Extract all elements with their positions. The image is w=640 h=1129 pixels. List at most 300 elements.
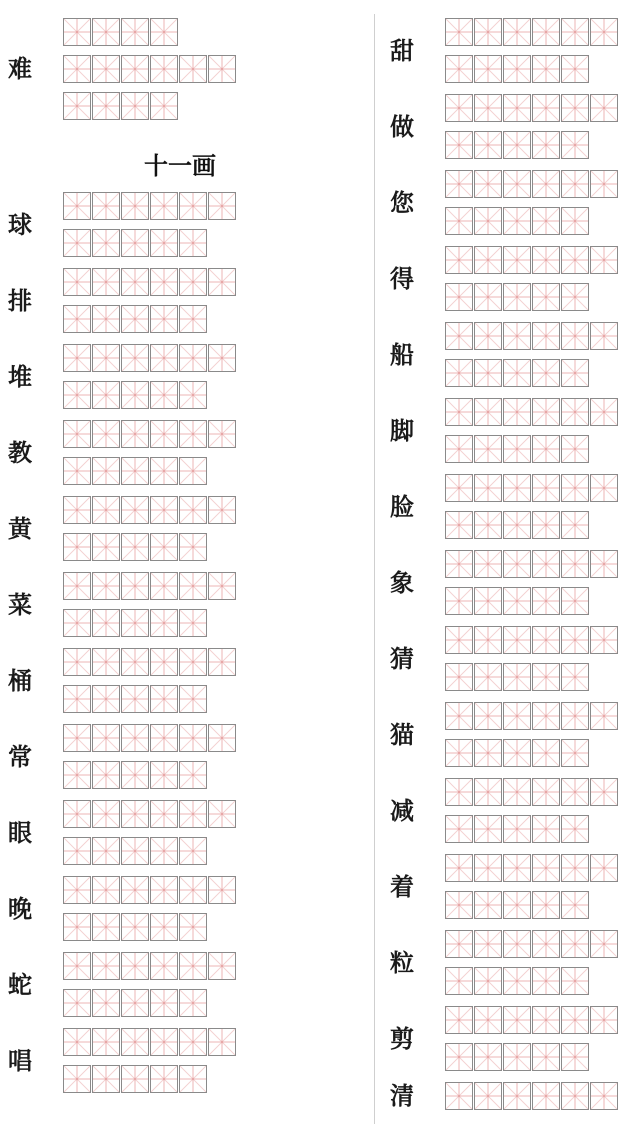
stroke-cell (445, 170, 473, 198)
stroke-cell (208, 724, 236, 752)
column-divider (374, 14, 375, 1124)
stroke-cell (63, 92, 91, 120)
stroke-cell (179, 55, 207, 83)
stroke-cell (150, 55, 178, 83)
stroke-row (445, 891, 589, 919)
stroke-cell (532, 283, 560, 311)
stroke-cell (561, 1006, 589, 1034)
practice-character: 着 (390, 871, 414, 901)
practice-character: 蛇 (8, 969, 32, 999)
practice-character: 粒 (390, 947, 414, 977)
stroke-cell (532, 1043, 560, 1071)
stroke-cell (92, 913, 120, 941)
stroke-row (63, 724, 236, 752)
stroke-cell (503, 1006, 531, 1034)
stroke-cell (208, 344, 236, 372)
stroke-row (63, 1028, 236, 1056)
stroke-cell (150, 572, 178, 600)
stroke-cell (150, 533, 178, 561)
stroke-cell (445, 550, 473, 578)
stroke-cell (474, 1082, 502, 1110)
stroke-cell (150, 192, 178, 220)
stroke-cell (121, 381, 149, 409)
stroke-cell (445, 626, 473, 654)
stroke-cell (474, 474, 502, 502)
stroke-cell (121, 533, 149, 561)
stroke-row (445, 322, 618, 350)
stroke-row (63, 55, 236, 83)
stroke-cell (92, 268, 120, 296)
stroke-cell (503, 207, 531, 235)
stroke-row (445, 854, 618, 882)
stroke-row (445, 359, 589, 387)
stroke-cell (150, 18, 178, 46)
stroke-cell (63, 457, 91, 485)
stroke-row (445, 778, 618, 806)
stroke-cell (503, 815, 531, 843)
stroke-cell (179, 268, 207, 296)
stroke-cell (561, 398, 589, 426)
stroke-cell (92, 1065, 120, 1093)
stroke-cell (150, 876, 178, 904)
stroke-cell (590, 1006, 618, 1034)
stroke-cell (63, 1065, 91, 1093)
stroke-cell (63, 1028, 91, 1056)
stroke-cell (474, 626, 502, 654)
stroke-cell (561, 94, 589, 122)
stroke-cell (63, 305, 91, 333)
stroke-cell (63, 989, 91, 1017)
stroke-row (445, 170, 618, 198)
stroke-cell (92, 229, 120, 257)
stroke-cell (92, 344, 120, 372)
practice-character: 减 (390, 795, 414, 825)
stroke-cell (121, 344, 149, 372)
stroke-cell (445, 967, 473, 995)
stroke-cell (503, 94, 531, 122)
stroke-cell (150, 229, 178, 257)
stroke-cell (63, 268, 91, 296)
stroke-cell (590, 474, 618, 502)
stroke-cell (121, 800, 149, 828)
stroke-cell (92, 837, 120, 865)
practice-character: 象 (390, 567, 414, 597)
practice-character: 您 (390, 187, 414, 217)
stroke-row (445, 283, 589, 311)
stroke-cell (590, 1082, 618, 1110)
stroke-row (63, 913, 207, 941)
stroke-cell (532, 702, 560, 730)
stroke-cell (561, 474, 589, 502)
stroke-row (445, 207, 589, 235)
stroke-cell (561, 930, 589, 958)
stroke-cell (474, 246, 502, 274)
stroke-cell (63, 420, 91, 448)
stroke-cell (179, 572, 207, 600)
practice-character: 晚 (8, 893, 32, 923)
stroke-cell (561, 739, 589, 767)
stroke-cell (92, 761, 120, 789)
stroke-row (445, 1043, 589, 1071)
stroke-cell (561, 626, 589, 654)
stroke-cell (150, 685, 178, 713)
stroke-cell (474, 854, 502, 882)
stroke-cell (179, 609, 207, 637)
stroke-row (445, 739, 589, 767)
practice-character: 甜 (390, 35, 414, 65)
stroke-cell (445, 1082, 473, 1110)
stroke-cell (532, 1082, 560, 1110)
stroke-cell (532, 18, 560, 46)
stroke-cell (532, 891, 560, 919)
stroke-cell (561, 702, 589, 730)
stroke-cell (445, 1043, 473, 1071)
stroke-row (63, 837, 207, 865)
stroke-cell (445, 663, 473, 691)
stroke-cell (121, 952, 149, 980)
stroke-cell (121, 420, 149, 448)
stroke-cell (590, 170, 618, 198)
stroke-cell (445, 474, 473, 502)
stroke-cell (503, 283, 531, 311)
stroke-cell (590, 322, 618, 350)
stroke-cell (92, 381, 120, 409)
stroke-cell (503, 930, 531, 958)
practice-character: 脚 (390, 415, 414, 445)
stroke-cell (445, 322, 473, 350)
stroke-cell (92, 55, 120, 83)
stroke-cell (532, 435, 560, 463)
stroke-cell (121, 18, 149, 46)
stroke-cell (121, 609, 149, 637)
stroke-cell (208, 648, 236, 676)
stroke-cell (503, 359, 531, 387)
stroke-cell (590, 550, 618, 578)
stroke-cell (150, 305, 178, 333)
stroke-cell (561, 778, 589, 806)
stroke-cell (474, 322, 502, 350)
stroke-cell (63, 648, 91, 676)
stroke-cell (474, 435, 502, 463)
stroke-cell (121, 724, 149, 752)
stroke-row (63, 496, 236, 524)
stroke-cell (208, 268, 236, 296)
practice-character: 难 (8, 54, 32, 83)
stroke-row (63, 761, 207, 789)
stroke-cell (445, 55, 473, 83)
stroke-row (63, 876, 236, 904)
stroke-cell (445, 18, 473, 46)
stroke-cell (503, 663, 531, 691)
stroke-cell (63, 761, 91, 789)
stroke-cell (503, 891, 531, 919)
stroke-cell (561, 322, 589, 350)
stroke-cell (561, 815, 589, 843)
stroke-cell (63, 572, 91, 600)
stroke-cell (150, 381, 178, 409)
stroke-cell (121, 761, 149, 789)
stroke-cell (474, 18, 502, 46)
stroke-cell (561, 170, 589, 198)
stroke-cell (503, 778, 531, 806)
stroke-cell (561, 511, 589, 539)
stroke-cell (121, 268, 149, 296)
stroke-cell (150, 496, 178, 524)
stroke-row (445, 435, 589, 463)
practice-character: 剪 (390, 1023, 414, 1053)
stroke-cell (445, 435, 473, 463)
stroke-cell (532, 626, 560, 654)
practice-character: 教 (8, 437, 32, 467)
stroke-cell (63, 876, 91, 904)
stroke-cell (532, 131, 560, 159)
stroke-cell (503, 435, 531, 463)
practice-character: 常 (8, 741, 32, 771)
stroke-cell (63, 496, 91, 524)
stroke-cell (474, 815, 502, 843)
stroke-cell (532, 854, 560, 882)
stroke-cell (503, 1082, 531, 1110)
stroke-cell (121, 876, 149, 904)
stroke-cell (561, 435, 589, 463)
stroke-cell (532, 94, 560, 122)
stroke-cell (561, 663, 589, 691)
stroke-cell (150, 989, 178, 1017)
stroke-row (445, 663, 589, 691)
stroke-cell (92, 989, 120, 1017)
stroke-cell (121, 496, 149, 524)
stroke-cell (532, 663, 560, 691)
stroke-cell (590, 246, 618, 274)
stroke-cell (121, 685, 149, 713)
stroke-cell (503, 474, 531, 502)
stroke-row (63, 92, 178, 120)
stroke-cell (150, 420, 178, 448)
stroke-cell (179, 724, 207, 752)
stroke-cell (150, 1065, 178, 1093)
stroke-cell (474, 283, 502, 311)
stroke-cell (179, 457, 207, 485)
stroke-cell (150, 609, 178, 637)
stroke-cell (532, 815, 560, 843)
stroke-cell (63, 800, 91, 828)
stroke-row (445, 511, 589, 539)
stroke-row (445, 1006, 618, 1034)
stroke-cell (445, 207, 473, 235)
stroke-cell (474, 550, 502, 578)
stroke-cell (63, 609, 91, 637)
stroke-cell (474, 587, 502, 615)
stroke-cell (503, 626, 531, 654)
stroke-cell (561, 131, 589, 159)
stroke-row (63, 1065, 207, 1093)
stroke-cell (561, 55, 589, 83)
stroke-cell (445, 246, 473, 274)
stroke-row (445, 930, 618, 958)
stroke-cell (445, 815, 473, 843)
stroke-row (63, 989, 207, 1017)
stroke-cell (63, 837, 91, 865)
stroke-cell (150, 457, 178, 485)
stroke-cell (208, 572, 236, 600)
stroke-row (63, 457, 207, 485)
stroke-cell (208, 800, 236, 828)
stroke-cell (92, 533, 120, 561)
stroke-cell (179, 381, 207, 409)
stroke-cell (561, 854, 589, 882)
stroke-row (63, 229, 207, 257)
stroke-cell (150, 800, 178, 828)
stroke-cell (92, 420, 120, 448)
practice-character: 清 (390, 1081, 414, 1110)
stroke-cell (590, 398, 618, 426)
stroke-cell (150, 761, 178, 789)
stroke-row (63, 609, 207, 637)
stroke-cell (150, 913, 178, 941)
stroke-cell (532, 170, 560, 198)
stroke-cell (121, 229, 149, 257)
stroke-cell (561, 550, 589, 578)
stroke-cell (179, 344, 207, 372)
stroke-cell (179, 496, 207, 524)
stroke-cell (445, 131, 473, 159)
stroke-cell (208, 192, 236, 220)
stroke-cell (445, 283, 473, 311)
stroke-cell (179, 952, 207, 980)
stroke-cell (63, 381, 91, 409)
stroke-cell (150, 837, 178, 865)
practice-character: 脸 (390, 491, 414, 521)
stroke-cell (121, 913, 149, 941)
stroke-row (63, 800, 236, 828)
stroke-cell (150, 344, 178, 372)
stroke-row (445, 550, 618, 578)
stroke-cell (179, 876, 207, 904)
practice-character: 猜 (390, 643, 414, 673)
stroke-cell (92, 876, 120, 904)
practice-character: 船 (390, 339, 414, 369)
stroke-cell (179, 420, 207, 448)
stroke-cell (92, 192, 120, 220)
stroke-cell (532, 511, 560, 539)
stroke-cell (474, 930, 502, 958)
stroke-cell (503, 967, 531, 995)
stroke-row (445, 131, 589, 159)
stroke-cell (474, 207, 502, 235)
stroke-cell (532, 474, 560, 502)
stroke-cell (121, 457, 149, 485)
stroke-cell (208, 496, 236, 524)
stroke-cell (92, 800, 120, 828)
practice-character: 菜 (8, 589, 32, 619)
stroke-cell (208, 952, 236, 980)
practice-character: 眼 (8, 817, 32, 847)
stroke-row (63, 381, 207, 409)
stroke-row (63, 648, 236, 676)
stroke-cell (590, 778, 618, 806)
stroke-cell (63, 913, 91, 941)
stroke-row (445, 702, 618, 730)
stroke-cell (532, 398, 560, 426)
stroke-cell (561, 891, 589, 919)
stroke-cell (532, 739, 560, 767)
stroke-cell (474, 511, 502, 539)
stroke-cell (503, 398, 531, 426)
stroke-row (445, 967, 589, 995)
stroke-cell (92, 685, 120, 713)
stroke-row (63, 192, 236, 220)
stroke-cell (150, 724, 178, 752)
stroke-cell (503, 246, 531, 274)
stroke-cell (445, 930, 473, 958)
stroke-cell (445, 511, 473, 539)
stroke-cell (179, 192, 207, 220)
stroke-row (445, 246, 618, 274)
stroke-cell (121, 572, 149, 600)
stroke-cell (179, 1065, 207, 1093)
stroke-cell (561, 1082, 589, 1110)
stroke-cell (445, 854, 473, 882)
stroke-cell (445, 891, 473, 919)
stroke-cell (561, 207, 589, 235)
stroke-cell (63, 55, 91, 83)
stroke-row (63, 344, 236, 372)
stroke-cell (503, 170, 531, 198)
stroke-cell (474, 359, 502, 387)
stroke-cell (474, 967, 502, 995)
stroke-cell (92, 457, 120, 485)
stroke-cell (503, 511, 531, 539)
stroke-cell (92, 648, 120, 676)
stroke-cell (503, 587, 531, 615)
stroke-cell (503, 55, 531, 83)
stroke-cell (561, 967, 589, 995)
stroke-cell (445, 1006, 473, 1034)
stroke-cell (92, 1028, 120, 1056)
practice-character: 唱 (8, 1045, 32, 1075)
stroke-cell (561, 246, 589, 274)
stroke-cell (503, 322, 531, 350)
stroke-row (445, 474, 618, 502)
stroke-cell (179, 913, 207, 941)
stroke-cell (503, 739, 531, 767)
stroke-row (63, 305, 207, 333)
stroke-cell (445, 398, 473, 426)
stroke-cell (179, 685, 207, 713)
stroke-row (63, 533, 207, 561)
stroke-cell (150, 648, 178, 676)
stroke-cell (561, 587, 589, 615)
stroke-cell (121, 1065, 149, 1093)
stroke-cell (474, 94, 502, 122)
stroke-cell (92, 952, 120, 980)
stroke-cell (208, 55, 236, 83)
stroke-row (445, 18, 618, 46)
stroke-cell (179, 800, 207, 828)
stroke-cell (503, 702, 531, 730)
stroke-cell (474, 1006, 502, 1034)
stroke-cell (561, 1043, 589, 1071)
stroke-cell (474, 739, 502, 767)
stroke-cell (179, 533, 207, 561)
stroke-cell (179, 837, 207, 865)
stroke-cell (150, 268, 178, 296)
stroke-row (63, 18, 178, 46)
stroke-cell (590, 854, 618, 882)
stroke-row (445, 398, 618, 426)
stroke-cell (532, 1006, 560, 1034)
stroke-row (445, 55, 589, 83)
